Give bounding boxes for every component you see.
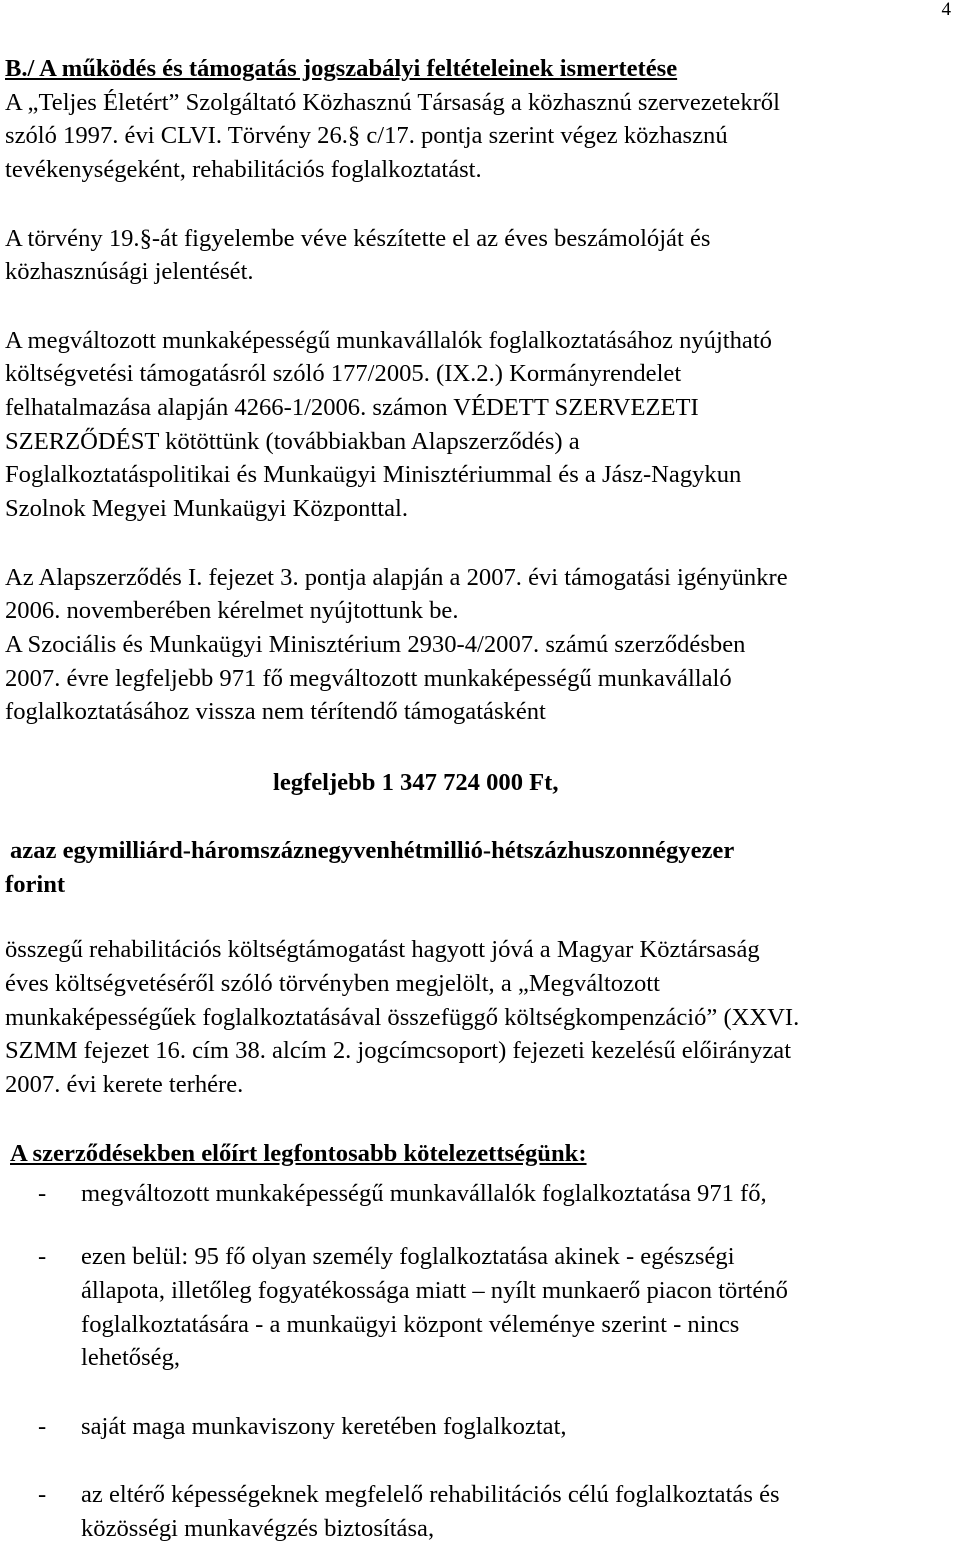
paragraph-line: szóló 1997. évi CLVI. Törvény 26.§ c/17. pontja szerint végez közhasznú (5, 122, 728, 149)
list-item-line: megváltozott munkaképességű munkavállalók foglalkoztatása 971 fő, (81, 1180, 767, 1207)
paragraph-line: tevékenységeként, rehabilitációs foglalkoztatást. (5, 156, 482, 183)
amount-in-words: azaz egymilliárd-háromszáznegyvenhétmillió-hétszázhuszonnégyezer (10, 837, 735, 864)
paragraph-line: közhasznúsági jelentését. (5, 258, 254, 285)
paragraph-line: munkaképességűek foglalkoztatásával összefüggő költségkompenzáció” (XXVI. (5, 1004, 800, 1031)
list-item-line: lehetőség, (81, 1344, 181, 1371)
paragraph-line: A „Teljes Életért” Szolgáltató Közhasznú Társaság a közhasznú szervezetekről (5, 89, 780, 116)
list-dash: - (38, 1243, 47, 1270)
paragraph-line: A törvény 19.§-át figyelembe véve készítette el az éves beszámolóját és (5, 225, 711, 252)
paragraph-line: összegű rehabilitációs költségtámogatást hagyott jóvá a Magyar Köztársaság (5, 936, 760, 963)
paragraph-line: foglalkoztatásához vissza nem térítendő támogatásként (5, 698, 546, 725)
list-dash: - (38, 1481, 47, 1508)
paragraph-line: 2006. novemberében kérelmet nyújtottunk be. (5, 597, 459, 624)
list-item-line: ezen belül: 95 fő olyan személy foglalkoztatása akinek - egészségi (81, 1243, 735, 1270)
list-item-line: saját maga munkaviszony keretében foglalkoztat, (81, 1413, 567, 1440)
paragraph-line: felhatalmazása alapján 4266-1/2006. számon VÉDETT SZERVEZETI (5, 394, 699, 421)
page-number: 4 (941, 0, 951, 20)
paragraph-line: Az Alapszerződés I. fejezet 3. pontja alapján a 2007. évi támogatási igényünkre (5, 564, 788, 591)
paragraph-line: SZERZŐDÉST kötöttünk (továbbiakban Alapszerződés) a (5, 428, 580, 455)
section-heading: B./ A működés és támogatás jogszabályi feltételeinek ismertetése (5, 55, 678, 82)
amount: legfeljebb 1 347 724 000 Ft, (273, 769, 559, 796)
amount-in-words: forint (5, 871, 66, 898)
list-dash: - (38, 1413, 47, 1440)
list-item-line: állapota, illetőleg fogyatékossága miatt – nyílt munkaerő piacon történő (81, 1277, 788, 1304)
paragraph-line: 2007. évi kerete terhére. (5, 1071, 244, 1098)
paragraph-line: Szolnok Megyei Munkaügyi Központtal. (5, 495, 409, 522)
paragraph-line: Foglalkoztatáspolitikai és Munkaügyi Minisztériummal és a Jász-Nagykun (5, 461, 742, 488)
paragraph-line: 2007. évre legfeljebb 971 fő megváltozott munkaképességű munkavállaló (5, 665, 732, 692)
list-item-line: foglalkoztatására - a munkaügyi központ véleménye szerint - nincs (81, 1311, 740, 1338)
paragraph-line: A Szociális és Munkaügyi Minisztérium 2930-4/2007. számú szerződésben (5, 631, 746, 658)
list-item-line: közösségi munkavégzés biztosítása, (81, 1515, 435, 1542)
paragraph-line: költségvetési támogatásról szóló 177/2005. (IX.2.) Kormányrendelet (5, 360, 682, 387)
paragraph-line: A megváltozott munkaképességű munkavállalók foglalkoztatásához nyújtható (5, 327, 772, 354)
list-dash: - (38, 1180, 47, 1207)
obligations-heading: A szerződésekben előírt legfontosabb kötelezettségünk: (10, 1140, 587, 1167)
list-item-line: az eltérő képességeknek megfelelő rehabilitációs célú foglalkoztatás és (81, 1481, 780, 1508)
paragraph-line: éves költségvetéséről szóló törvényben megjelölt, a „Megváltozott (5, 970, 660, 997)
paragraph-line: SZMM fejezet 16. cím 38. alcím 2. jogcímcsoport) fejezeti kezelésű előirányzat (5, 1037, 792, 1064)
